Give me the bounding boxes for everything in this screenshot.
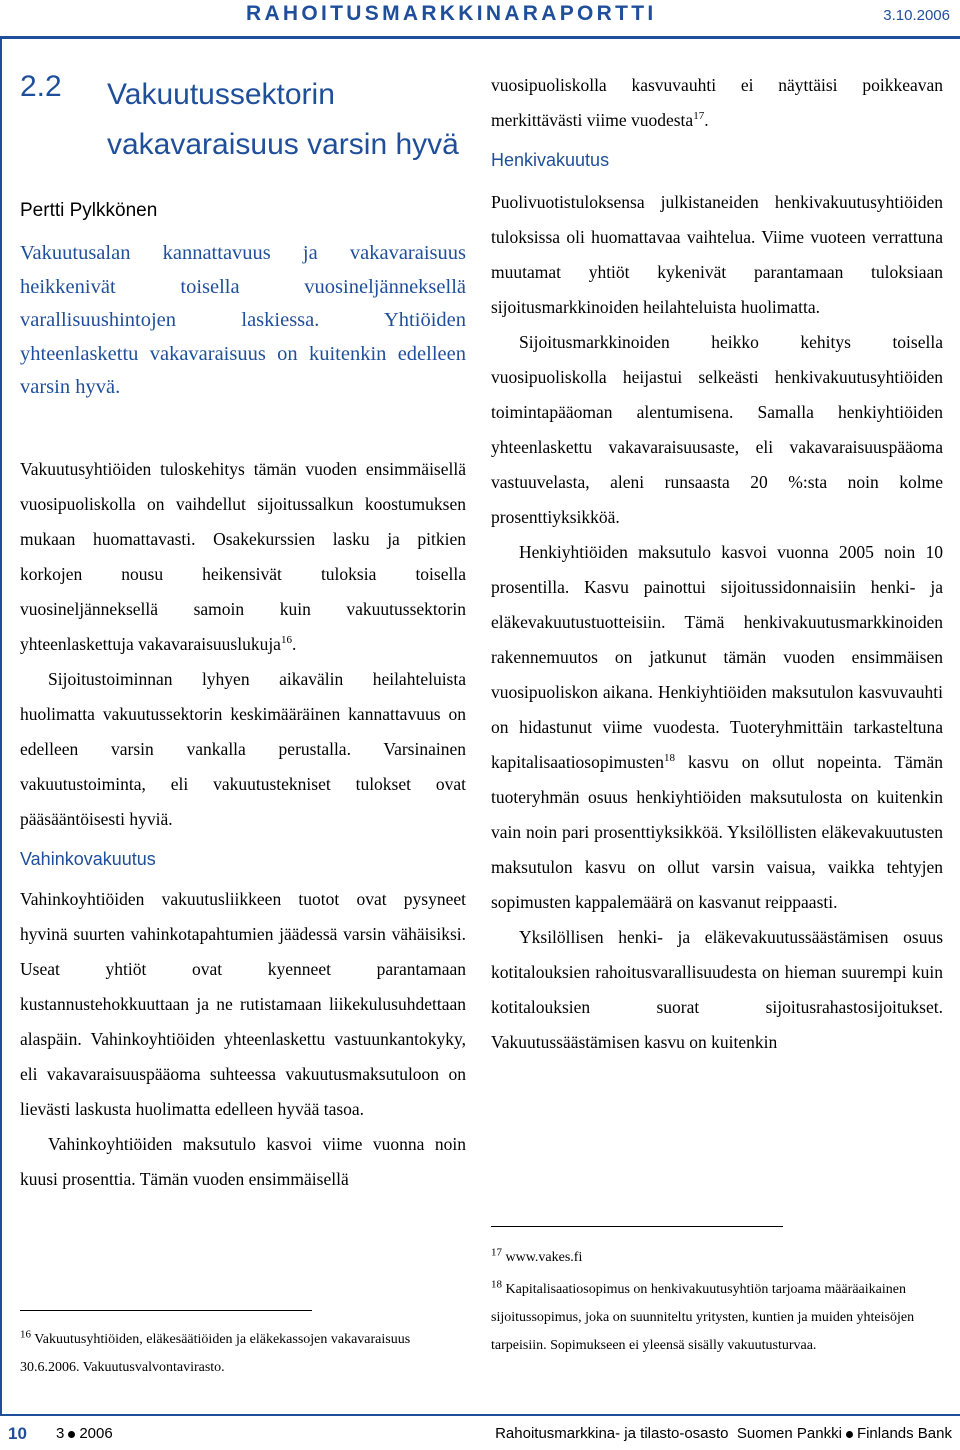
author: Pertti Pylkkönen bbox=[20, 200, 158, 221]
paragraph-text: kasvu on ollut nopeinta. Tämän tuoteryhmän osuus henkiyhtiöiden maksutulosta on kuitenkin vain noin pari prosenttiyksikköä. Yksilöllisten eläkevakuutusten maksutulon kasvu on ollut varsin vaisua, vaikka tehtyjen sopimusten kappalemäärä on kasvanut reippaasti. bbox=[491, 752, 943, 912]
section-title: Vakuutussektorin vakavaraisuus varsin hyvä bbox=[107, 78, 459, 161]
bullet-dot-icon bbox=[846, 1431, 853, 1438]
paragraph-text: Vakuutusyhtiöiden tuloskehitys tämän vuoden ensimmäisellä vuosipuoliskolla on vaihdellut sijoitussalkun koostumuksen mukaan huomattavasti. Osakekurssien lasku ja pitkien korkojen nousu heikensivät tuloksia toisella vuosineljänneksellä samoin kuin vakuutussektorin yhteenlaskettuja vakavaraisuuslukuja bbox=[20, 459, 466, 654]
footnote-rule bbox=[20, 1310, 312, 1311]
running-header-title: RAHOITUSMARKKINARAPORTTI bbox=[246, 2, 657, 25]
subheading-henkivakuutus: Henkivakuutus bbox=[491, 150, 610, 170]
right-body bbox=[491, 68, 943, 1060]
issue-label bbox=[56, 1425, 113, 1442]
footnote-rule bbox=[491, 1226, 783, 1227]
footnote-text: Vakuutusyhtiöiden, eläkesäätiöiden ja eläkekassojen vakavaraisuus 30.6.2006. Vakuutusvalvontavirasto. bbox=[20, 1332, 411, 1375]
left-body bbox=[20, 452, 466, 1197]
org-name-sv: Finlands Bank bbox=[856, 1425, 952, 1442]
footnote-ref: 18 bbox=[664, 752, 676, 765]
lead-paragraph: Vakuutusalan kannattavuus ja vakavaraisuus heikkenivät toisella vuosineljänneksellä varallisuushintojen laskiessa. Yhtiöiden yhteenlaskettu vakavaraisuus on kuitenkin edelleen varsin hyvä. bbox=[20, 242, 466, 399]
footnote-18 bbox=[491, 1276, 943, 1360]
footnote-text: www.vakes.fi bbox=[505, 1250, 583, 1265]
paragraph bbox=[491, 535, 943, 920]
bullet-dot-icon bbox=[68, 1431, 75, 1438]
paragraph bbox=[491, 68, 943, 138]
paragraph bbox=[20, 452, 466, 662]
footnote-number: 16 bbox=[20, 1328, 31, 1341]
department-name: Rahoitusmarkkina- ja tilasto-osasto bbox=[495, 1425, 729, 1442]
paragraph-text: . bbox=[704, 110, 709, 130]
footnote-17 bbox=[491, 1244, 943, 1272]
footer-rule bbox=[0, 1414, 960, 1416]
footer-publisher bbox=[495, 1425, 952, 1442]
footnote-16 bbox=[20, 1326, 450, 1382]
footnote-text: Kapitalisaatiosopimus on henkivakuutusyhtiön tarjoama määräaikainen sijoitussopimus, joka on suunniteltu yritysten, kuntien ja muiden yhteisöjen tarpeisiin. Sopimukseen ei yleensä sisälly vakuutusturvaa. bbox=[491, 1282, 915, 1353]
footnote-ref: 16 bbox=[280, 634, 292, 647]
issue-year: 2006 bbox=[79, 1425, 113, 1442]
footnote-number: 17 bbox=[491, 1246, 502, 1259]
issue-number: 3 bbox=[56, 1425, 65, 1442]
left-border-rule bbox=[0, 36, 2, 1414]
paragraph-text: Henkiyhtiöiden maksutulo kasvoi vuonna 2005 noin 10 prosentilla. Kasvu painottui sijoitussidonnaisiin henki- ja eläkevakuutustuotteisiin. Tämä henkivakuutusmarkkinoiden rakennemuutos on jatkunut tämän vuoden ensimmäisen vuosipuoliskon aikana. Henkiyhtiöiden maksutulon kasvuvauhti on hidastunut viime vuodesta. Tuoteryhmittäin tarkasteltuna kapitalisaatiosopimusten bbox=[491, 542, 943, 772]
paragraph: Vahinkoyhtiöiden vakuutusliikkeen tuotot ovat pysyneet hyvinä suurten vahinkotapahtumien jäädessä varsin vähäisiksi. Useat yhtiöt ovat kyenneet parantamaan kustannustehokkuuttaan ja ne rutistamaan liikekulusuhdettaan alaspäin. Vahinkoyhtiöiden yhteenlaskettu vastuunkantokyky, eli vakavaraisuuspääoma suhteessa vakuutusmaksutuloon on lievästi laskusta huolimatta edelleen hyvää tasoa. bbox=[20, 889, 466, 1119]
footnote-ref: 17 bbox=[693, 110, 705, 123]
paragraph-text: . bbox=[291, 634, 297, 654]
section-number: 2.2 bbox=[20, 70, 62, 103]
paragraph: Yksilöllisen henki- ja eläkevakuutussäästämisen osuus kotitalouksien rahoitusvarallisuudesta on hieman suurempi kuin kotitalouksien suorat sijoitusrahastosijoitukset. Vakuutussäästämisen kasvu on kuitenkin bbox=[491, 927, 943, 1052]
org-name-fi: Suomen Pankki bbox=[736, 1425, 842, 1442]
paragraph: Puolivuotistuloksensa julkistaneiden henkivakuutusyhtiöiden tuloksissa oli huomattavaa vaihtelua. Viime vuoteen verrattuna muutamat yhtiöt kykenivät parantamaan tuloksiaan sijoitusmarkkinoiden heilahteluista huolimatta. bbox=[491, 192, 943, 317]
running-header-date: 3.10.2006 bbox=[883, 7, 950, 24]
header-rule bbox=[0, 36, 960, 39]
page-number: 10 bbox=[8, 1424, 27, 1443]
paragraph: Sijoitustoiminnan lyhyen aikavälin heilahteluista huolimatta vakuutussektorin keskimääräinen kannattavuus on edelleen varsin vankalla perustalla. Varsinainen vakuutustoiminta, eli vakuutustekniset tulokset ovat pääsääntöisesti hyviä. bbox=[20, 669, 466, 829]
footnote-number: 18 bbox=[491, 1278, 502, 1291]
paragraph: Sijoitusmarkkinoiden heikko kehitys toisella vuosipuoliskolla heijastui selkeästi henkivakuutusyhtiöiden toimintapääoman alentumisena. Samalla henkiyhtiöiden yhteenlaskettu vakavaraisuusaste, eli vakavaraisuuspääoma vastuuvelasta, aleni runsaasta 20 %:sta noin kolme prosenttiyksikköä. bbox=[491, 332, 943, 527]
paragraph: Vahinkoyhtiöiden maksutulo kasvoi viime vuonna noin kuusi prosenttia. Tämän vuoden ensimmäisellä bbox=[20, 1134, 466, 1189]
subheading-vahinkovakuutus: Vahinkovakuutus bbox=[20, 849, 156, 869]
paragraph-text: vuosipuoliskolla kasvuvauhti ei näyttäisi poikkeavan merkittävästi viime vuodesta bbox=[491, 75, 943, 130]
